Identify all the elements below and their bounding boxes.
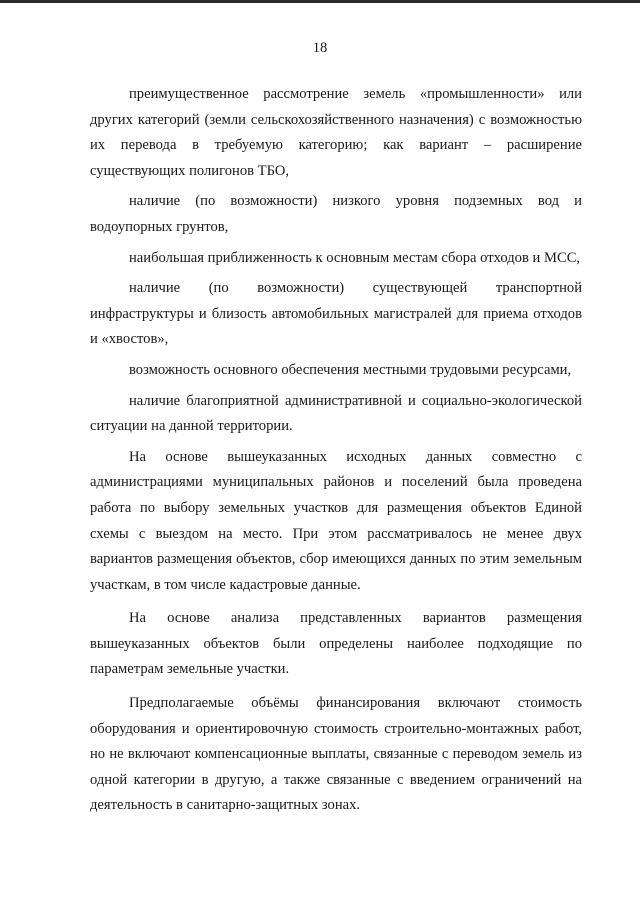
document-body [90,82,582,819]
paragraph-transport: наличие (по возможности) существующей транспортной инфраструктуры и близость автомобильных магистралей для приема отходов и «хвостов», [90,280,582,348]
paragraph-site-selection: На основе вышеуказанных исходных данных совместно с администрациями муниципальных районов и поселений была проведена работа по выбору земельных участков для размещения объектов Единой схемы с выездом на место. При этом рассматривалось не менее двух вариантов размещения объектов, сбор имеющихся данных по этим земельным участкам, в том числе кадастровые данные. [90,448,582,593]
paragraph-labor: возможность основного обеспечения местными трудовыми ресурсами, [129,361,572,378]
paragraph-land-priority: преимущественное рассмотрение земель «промышленности» или других категорий (земли сельскохозяйственного назначения) с возможностью их перевода в требуемую категорию; как вариант – расширение существующих полигонов ТБО, [90,86,582,179]
paragraph-financing: Предполагаемые объёмы финансирования включают стоимость оборудования и ориентировочную стоимость строительно-монтажных работ, но не включают компенсационные выплаты, связанные с переводом земель из одной категории в другую, а также связанные с введением ограничений на деятельность в санитарно-защитных зонах. [90,695,582,814]
paragraph-analysis: На основе анализа представленных вариантов размещения вышеуказанных объектов были определены наиболее подходящие по параметрам земельные участки. [90,610,582,678]
page-number: 18 [312,40,328,56]
paragraph-proximity: наибольшая приближенность к основным местам сбора отходов и МСС, [129,249,581,266]
paragraph-ecology: наличие благоприятной административной и социально-экологической ситуации на данной территории. [90,392,582,435]
top-border-line [0,0,640,3]
paragraph-groundwater: наличие (по возможности) низкого уровня подземных вод и водоупорных грунтов, [90,193,582,235]
